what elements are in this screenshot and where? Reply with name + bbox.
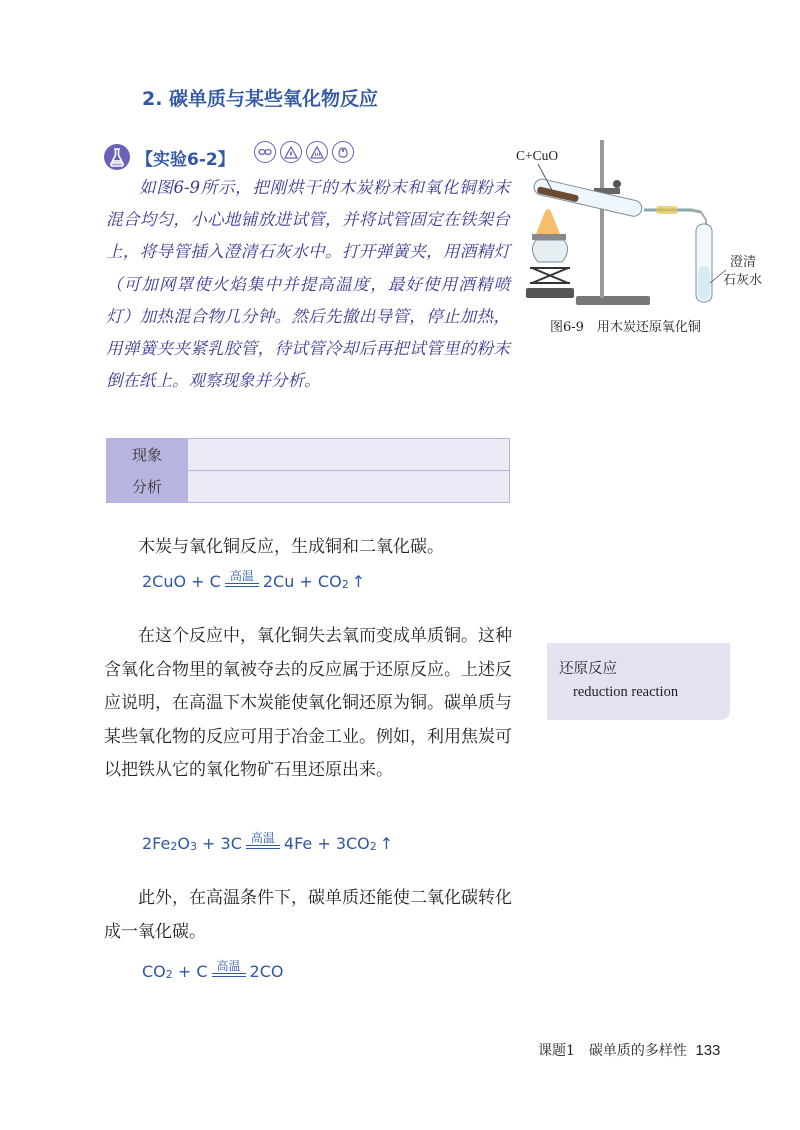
eq2-part: 2Fe [142,834,171,853]
hand-wash-icon [332,141,354,163]
observation-cell [188,439,510,471]
experiment-procedure: 如图6-9所示，把刚烘干的木炭粉末和氧化铜粉末混合均匀，小心地铺放进试管，并将试管固定在铁架台上，将导管插入澄清石灰水中。打开弹簧夹，用酒精灯（可加网罩使火焰集中并提高温度，最好使用酒精喷灯）加热混合物几分钟。然后先撤出导管，停止加热，用弹簧夹夹紧乳胶管，待试管冷却后再把试管里的粉末倒在纸上。观察现象并分析。 [106,178,510,391]
equation-1 [142,569,366,591]
limewater-label-1: 澄清 [730,255,757,270]
flame [536,209,560,234]
figure-caption: 图6-9 用木炭还原氧化铜 [550,320,701,335]
eq3-part: CO [142,962,166,981]
flask-icon [104,144,130,170]
gas-arrow-icon: ↑ [379,834,394,853]
page-footer [538,1040,720,1060]
paragraph-1: 木炭与氧化铜反应，生成铜和二氧化碳。 [138,537,444,557]
eq2-part: 4Fe + 3CO [283,834,370,853]
table-row [107,439,510,471]
flame-warning-icon [280,141,302,163]
equation-3 [142,959,284,981]
eq2-part: + 3C [196,834,242,853]
margin-note-english: reduction reaction [573,684,679,700]
condition-high-temp [246,831,280,849]
observation-table [106,438,510,503]
table-row [107,471,510,503]
eq3-part: + C [172,962,208,981]
paragraph-3: 此外，在高温条件下，碳单质还能使二氧化碳转化成一氧化碳。 [104,888,512,942]
gas-arrow-icon: ↑ [351,572,366,591]
condition-label: 高温 [229,569,254,583]
apparatus-figure [516,138,772,310]
experiment-label: 【实验6-2】 [136,150,235,170]
hot-surface-icon [306,141,328,163]
table-row-label: 分析 [107,471,188,503]
analysis-cell [188,471,510,503]
lab-jack [530,268,570,283]
table-row-label: 现象 [107,439,188,471]
eq2-sub: 2 [170,840,178,853]
condition-high-temp [225,569,259,587]
eq3-sub: 2 [165,968,173,981]
limewater-label-2: 石灰水 [723,273,763,288]
rubber-tube [656,206,678,214]
page-number: 133 [695,1042,721,1059]
equation-2 [142,831,394,853]
eq1-left: 2CuO + C [142,572,221,591]
section-title: 2. 碳单质与某些氧化物反应 [142,88,379,110]
eq1-subscript: 2 [341,578,349,591]
margin-note-term: 还原反应 [559,661,617,677]
eq3-part: 2CO [249,962,284,981]
condition-label: 高温 [250,831,275,845]
margin-note [547,643,730,720]
condition-label: 高温 [216,959,241,973]
stand-rod [600,140,604,298]
goggles-icon [254,141,276,163]
condition-high-temp [212,959,246,977]
paragraph-2: 在这个反应中，氧化铜失去氧而变成单质铜。这种含氧化合物里的氧被夺去的反应属于还原反应。上述反应说明，在高温下木炭能使氧化铜还原为铜。碳单质与某些氧化物的反应可用于冶金工业。例如，利用焦炭可以把铁从它的氧化物矿石里还原出来。 [104,626,512,780]
footer-chapter: 课题1 碳单质的多样性 [538,1043,687,1059]
reactants-label: C+CuO [516,148,559,163]
safety-icons [254,141,354,163]
eq2-sub: 3 [189,840,197,853]
eq2-part: O [177,834,190,853]
stand-base [576,296,650,305]
eq1-right: 2Cu + CO [262,572,342,591]
alcohol-lamp [532,240,567,262]
eq2-sub: 2 [369,840,377,853]
